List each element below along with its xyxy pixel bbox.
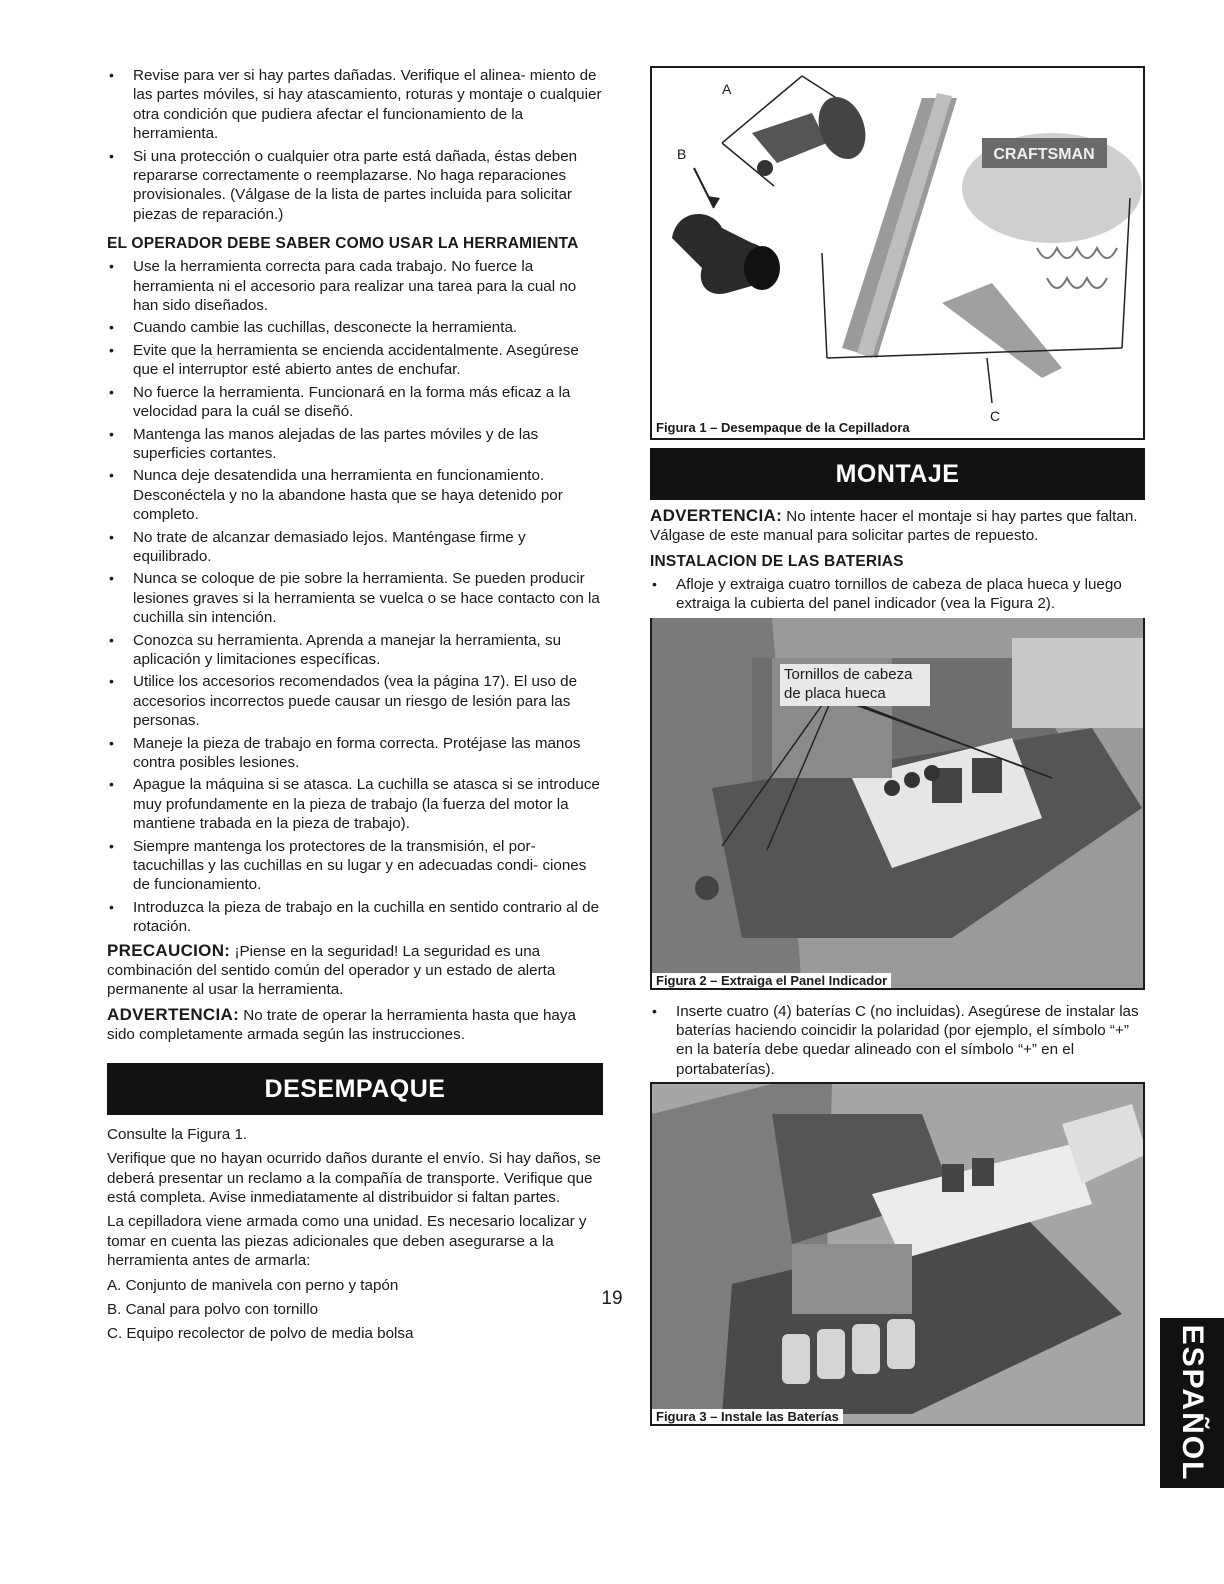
- battery-install-photo: [652, 1084, 1145, 1424]
- label-a: A: [722, 81, 732, 97]
- list-item: • Revise para ver si hay partes dañadas. Verifique el alinea- miento de las partes móviles, si hay atascamiento, roturas y montaje o cualquier otra condición que pudiera afectar el funcionamiento de la herramienta.: [107, 66, 603, 144]
- list-item: • Introduzca la pieza de trabajo en la cuchilla en sentido contrario al de rotación.: [107, 898, 603, 937]
- advertencia-label: ADVERTENCIA:: [650, 506, 783, 525]
- list-item: • Siempre mantenga los protectores de la transmisión, el por- tacuchillas y las cuchillas en su lugar y en adecuadas condi- ciones de funcionamiento.: [107, 837, 603, 895]
- parts-list-item: A. Conjunto de manivela con perno y tapón: [107, 1276, 399, 1294]
- precaucion-paragraph: [107, 941, 603, 1000]
- language-side-tab: [1160, 1318, 1224, 1488]
- baterias-bullets-2: [650, 1002, 1145, 1080]
- list-item: • Cuando cambie las cuchillas, desconecte la herramienta.: [107, 318, 603, 337]
- list-item: • Use la herramienta correcta para cada trabajo. No fuerce la herramienta ni el accesorio para realizar una tarea para la cual no han sido diseñados.: [107, 257, 603, 315]
- baterias-heading: INSTALACION DE LAS BATERIAS: [650, 552, 904, 570]
- list-item: • Utilice los accesorios recomendados (vea la página 17). El uso de accesorios incorrectos puede causar un riesgo de lesión para las personas.: [107, 672, 603, 730]
- figure-3: [650, 1082, 1145, 1426]
- parts-list-item: B. Canal para polvo con tornillo: [107, 1300, 319, 1318]
- desempaque-paragraph: Consulte la Figura 1.: [107, 1125, 248, 1143]
- figure-1-caption: Figura 1 – Desempaque de la Cepilladora: [656, 420, 910, 435]
- advertencia-label: ADVERTENCIA:: [107, 1004, 240, 1024]
- list-item: • Apague la máquina si se atasca. La cuchilla se atasca si se introduce muy profundamente en la pieza de trabajo (la fuerza del motor la mantiene trabada en la pieza de trabajo).: [107, 775, 603, 833]
- desempaque-paragraph: Verifique que no hayan ocurrido daños durante el envío. Si hay daños, se deberá presentar un reclamo a la compañía de transporte. Verifique que está completa. Avise inmediatamente al distribuidor si faltan partes.: [107, 1150, 601, 1206]
- operator-bullets: [107, 257, 603, 936]
- operator-heading: EL OPERADOR DEBE SABER COMO USAR LA HERRAMIENTA: [107, 235, 579, 253]
- desempaque-banner: DESEMPAQUE: [107, 1063, 603, 1115]
- montaje-banner: MONTAJE: [650, 448, 1145, 500]
- advertencia-text: No trate de operar la herramienta hasta que haya sido completamente armada según las instrucciones.: [107, 1006, 576, 1044]
- label-b: B: [677, 146, 687, 162]
- precaucion-label: PRECAUCION:: [107, 940, 231, 960]
- parts-list-item: C. Equipo recolector de polvo de media bolsa: [107, 1325, 414, 1343]
- list-item: • Nunca se coloque de pie sobre la herramienta. Se pueden producir lesiones graves si la herramienta se vuelca o se hace contacto con la cuchilla sin intención.: [107, 569, 603, 627]
- figure-2: [650, 618, 1145, 990]
- right-column: [650, 66, 1145, 1426]
- desempaque-paragraph: La cepilladora viene armada como una unidad. Es necesario localizar y tomar en cuenta las piezas adicionales que deben asegurarse a la herramienta antes de armarla:: [107, 1213, 587, 1270]
- label-c: C: [990, 408, 1001, 424]
- list-item: • Afloje y extraiga cuatro tornillos de cabeza de placa hueca y luego extraiga la cubierta del panel indicador (vea la Figura 2).: [650, 575, 1145, 614]
- list-item: • No fuerce la herramienta. Funcionará en la forma más eficaz a la velocidad para la cuál se diseñó.: [107, 383, 603, 422]
- precaucion-text: ¡Piense en la seguridad! La seguridad es una combinación del sentido común del operador y un estado de alerta permanente al usar la herramienta.: [107, 942, 556, 999]
- baterias-bullets-1: [650, 575, 1145, 614]
- list-item: • Evite que la herramienta se encienda accidentalmente. Asegúrese que el interruptor esté abierto antes de enchufar.: [107, 341, 603, 380]
- advertencia-paragraph: [107, 1005, 603, 1045]
- list-item: • Conozca su herramienta. Aprenda a manejar la herramienta, su aplicación y limitaciones específicas.: [107, 631, 603, 670]
- list-item: • Maneje la pieza de trabajo en forma correcta. Protéjase las manos contra posibles lesiones.: [107, 734, 603, 773]
- page-number: 19: [601, 1288, 623, 1309]
- figure-2-caption: Figura 2 – Extraiga el Panel Indicador: [652, 973, 891, 988]
- list-item: • Inserte cuatro (4) baterías C (no incluidas). Asegúrese de instalar las baterías haciendo coincidir la polaridad (por ejemplo, el símbolo “+” en la batería debe quedar alineado con el símbolo “+” en el portabaterías).: [650, 1002, 1145, 1080]
- screws-callout-line1: Tornillos de cabeza: [784, 665, 913, 683]
- list-item: • Mantenga las manos alejadas de las partes móviles y de las superficies cortantes.: [107, 425, 603, 464]
- montaje-advertencia: [650, 506, 1145, 546]
- advertencia-text: No intente hacer el montaje si hay partes que faltan. Válgase de este manual para solicitar partes de repuesto.: [650, 508, 1138, 545]
- figure-1: [650, 66, 1145, 440]
- side-tab-label: ESPAÑOL: [1176, 1324, 1209, 1482]
- brand-logo-text: CRAFTSMAN: [993, 146, 1095, 163]
- list-item: • Si una protección o cualquier otra parte está dañada, éstas deben repararse correctamente o reemplazarse. No haga reparaciones provisionales. (Válgase de la lista de partes incluida para solicitar piezas de reparación.): [107, 147, 603, 225]
- inspection-bullets: [107, 66, 603, 224]
- figure-3-caption: Figura 3 – Instale las Baterías: [652, 1409, 843, 1424]
- list-item: • Nunca deje desatendida una herramienta en funcionamiento. Desconéctela y no la abandone hasta que se haya detenido por completo.: [107, 466, 603, 524]
- screws-callout-line2: de placa hueca: [784, 684, 886, 702]
- list-item: • No trate de alcanzar demasiado lejos. Manténgase firme y equilibrado.: [107, 528, 603, 567]
- left-column: [107, 66, 603, 1349]
- planer-parts-photo: [652, 68, 1145, 438]
